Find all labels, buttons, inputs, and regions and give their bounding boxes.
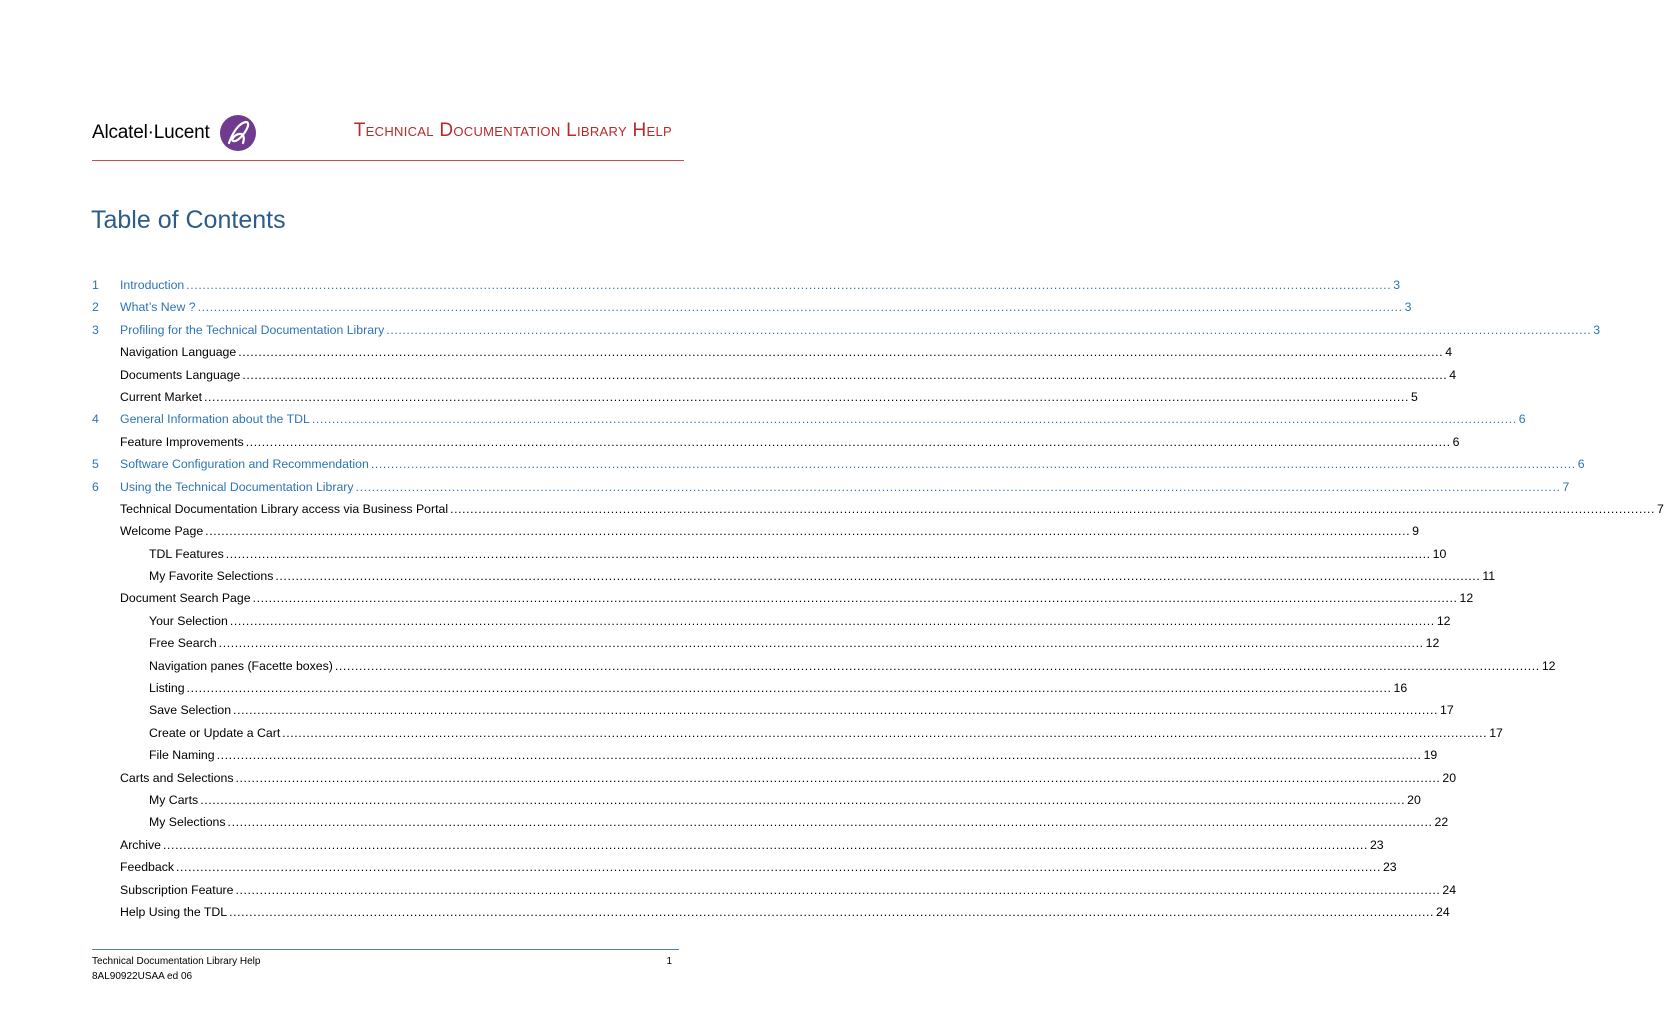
toc-entry-page: 3 [1393, 278, 1401, 292]
toc-entry-line [149, 677, 1408, 699]
toc-entry[interactable] [92, 744, 1438, 766]
toc-entry-label[interactable]: Navigation panes (Facette boxes) [149, 658, 333, 673]
company-logo-text: Alcatel·Lucent [92, 122, 210, 143]
toc-dot-leader: ............................................................................................................................................................................................................................................................................................................ [216, 748, 1422, 763]
toc-entry[interactable] [92, 341, 1453, 363]
toc-entry-page: 7 [1562, 479, 1570, 494]
toc-entry-line [120, 587, 1474, 609]
toc-entry[interactable] [92, 408, 1526, 430]
toc-entry-line [149, 543, 1447, 565]
toc-dot-leader: ............................................................................................................................................................................................................................................................................................................ [370, 457, 1576, 472]
toc-entry-label[interactable]: Listing [149, 681, 185, 696]
toc-entry[interactable] [92, 677, 1408, 699]
toc-entry-page: 12 [1459, 591, 1474, 606]
toc-entry-page: 24 [1442, 882, 1457, 897]
toc-dot-leader: ............................................................................................................................................................................................................................................................................................................ [311, 412, 1517, 427]
toc-entry-line [120, 431, 1460, 453]
toc-dot-leader: ............................................................................................................................................................................................................................................................................................................ [245, 434, 1451, 449]
toc-entry-number: 6 [92, 479, 99, 494]
footer-page-number: 1 [666, 956, 672, 967]
toc-entry-label[interactable]: My Carts [149, 792, 199, 807]
toc-entry-line [149, 632, 1440, 654]
toc-entry-label[interactable]: Profiling for the Technical Documentation Library [120, 322, 385, 337]
toc-entry-line [120, 879, 1457, 901]
toc-entry-page: 20 [1442, 770, 1457, 785]
toc-entry[interactable] [92, 901, 1450, 923]
toc-entry-label[interactable]: My Selections [149, 815, 226, 830]
toc-heading: Table of Contents [91, 206, 286, 234]
toc-dot-leader: ............................................................................................................................................................................................................................................................................................................ [233, 703, 1438, 718]
toc-entry-page: 20 [1407, 792, 1421, 807]
toc-entry-label[interactable]: TDL Features [149, 546, 224, 561]
toc-entry-page: 4 [1445, 345, 1453, 360]
toc-entry-number: 2 [92, 300, 99, 315]
toc-entry[interactable] [92, 543, 1447, 565]
toc-entry[interactable] [92, 879, 1457, 901]
toc-entry-page: 4 [1449, 367, 1457, 382]
toc-entry-line [120, 364, 1457, 386]
toc-entry[interactable] [92, 319, 1601, 341]
toc-dot-leader: ............................................................................................................................................................................................................................................................................................................ [200, 792, 1406, 807]
toc-entry-page: 3 [1404, 300, 1412, 315]
toc-dot-leader: ............................................................................................................................................................................................................................................................................................................ [334, 658, 1540, 673]
toc-dot-leader: ............................................................................................................................................................................................................................................................................................................ [186, 681, 1392, 696]
toc-entry[interactable] [92, 565, 1496, 587]
toc-entry-label[interactable]: Create or Update a Cart [149, 725, 281, 740]
toc-entry[interactable] [92, 476, 1570, 498]
header-divider [92, 160, 684, 161]
toc-entry-label[interactable]: Document Search Page [120, 591, 251, 606]
toc-entry[interactable] [92, 453, 1585, 475]
toc-entry[interactable] [92, 789, 1421, 811]
footer-divider [92, 949, 679, 950]
toc-entry-page: 6 [1452, 434, 1460, 449]
toc-entry-line [120, 319, 1601, 341]
toc-entry-line [149, 744, 1438, 766]
toc-entry-page: 11 [1482, 569, 1496, 584]
toc-entry-label[interactable]: Carts and Selections [120, 770, 234, 785]
toc-entry-line [120, 341, 1453, 363]
toc-dot-leader: ............................................................................................................................................................................................................................................................................................................ [386, 322, 1592, 337]
toc-dot-leader: ............................................................................................................................................................................................................................................................................................................ [163, 837, 1368, 852]
footer-document-reference: 8AL90922USAA ed 06 [92, 971, 193, 982]
toc-dot-leader: ............................................................................................................................................................................................................................................................................................................ [235, 770, 1441, 785]
toc-entry-line [120, 834, 1384, 856]
toc-dot-leader: ............................................................................................................................................................................................................................................................................................................ [227, 815, 1433, 830]
toc-entry[interactable] [92, 520, 1419, 542]
toc-dot-leader: ............................................................................................................................................................................................................................................................................................................ [355, 479, 1561, 494]
toc-entry-line [149, 610, 1451, 632]
toc-dot-leader: ............................................................................................................................................................................................................................................................................................................ [229, 904, 1435, 919]
toc-entry-number: 5 [92, 457, 99, 472]
toc-entry-label[interactable]: Technical Documentation Library access via Business Portal [120, 501, 449, 516]
toc-entry[interactable] [92, 296, 1412, 318]
toc-entry[interactable] [92, 655, 1556, 677]
toc-dot-leader: ............................................................................................................................................................................................................................................................................................................ [275, 569, 1481, 584]
toc-entry[interactable] [92, 767, 1457, 789]
toc-entry-line [120, 296, 1412, 318]
toc-entry-line [149, 789, 1421, 811]
toc-entry-page: 3 [1593, 322, 1601, 337]
toc-entry-label[interactable]: My Favorite Selections [149, 569, 274, 584]
toc-entry[interactable] [92, 834, 1384, 856]
toc-entry-label[interactable]: Feedback [120, 860, 175, 875]
toc-dot-leader: ............................................................................................................................................................................................................................................................................................................ [238, 345, 1444, 360]
toc-dot-leader: ............................................................................................................................................................................................................................................................................................................ [242, 367, 1448, 382]
toc-entry-label[interactable]: Archive [120, 837, 162, 852]
toc-entry-label[interactable]: Introduction [120, 278, 185, 292]
toc-entry-page: 12 [1436, 613, 1451, 628]
toc-entry-line [120, 767, 1457, 789]
toc-entry-page: 19 [1423, 748, 1438, 763]
toc-dot-leader: ............................................................................................................................................................................................................................................................................................................ [229, 613, 1435, 628]
toc-entry-number: 3 [92, 322, 99, 337]
toc-dot-leader: ............................................................................................................................................................................................................................................................................................................ [252, 591, 1458, 606]
toc-entry-page: 5 [1410, 389, 1418, 404]
toc-entry-page: 12 [1425, 636, 1440, 651]
toc-dot-leader: ............................................................................................................................................................................................................................................................................................................ [204, 389, 1409, 404]
toc-entry-line [149, 722, 1503, 744]
toc-entry-line [120, 386, 1418, 408]
toc-entry-label[interactable]: Software Configuration and Recommendation [120, 457, 369, 472]
toc-entry-label[interactable]: Save Selection [149, 703, 232, 718]
toc-dot-leader: ............................................................................................................................................................................................................................................................................................................ [197, 300, 1403, 315]
toc-entry-line [120, 476, 1570, 498]
toc-entry-page: 23 [1382, 860, 1397, 875]
toc-entry-label[interactable]: What’s New ? [120, 300, 196, 315]
toc-entry[interactable] [92, 632, 1440, 654]
toc-entry-label[interactable]: Feature Improvements [120, 434, 244, 449]
toc-entry-label[interactable]: Welcome Page [120, 524, 204, 539]
toc-entry-page: 17 [1489, 725, 1503, 740]
alcatel-lucent-logo-icon [219, 114, 257, 152]
toc-dot-leader: ............................................................................................................................................................................................................................................................................................................ [186, 278, 1392, 292]
toc-entry-label[interactable]: Documents Language [120, 367, 241, 382]
toc-entry-label[interactable]: File Naming [149, 748, 215, 763]
toc-entry-line [120, 498, 1664, 520]
footer-info [92, 954, 260, 984]
footer-document-name: Technical Documentation Library Help [92, 956, 261, 967]
toc-entry-label[interactable]: Subscription Feature [120, 882, 234, 897]
toc-dot-leader: ............................................................................................................................................................................................................................................................................................................ [235, 882, 1441, 897]
toc-entry-line [120, 408, 1526, 430]
toc-dot-leader: ............................................................................................................................................................................................................................................................................................................ [218, 636, 1424, 651]
toc-entry-label[interactable]: Free Search [149, 636, 217, 651]
toc-entry-line [120, 274, 1401, 296]
toc-entry-page: 6 [1577, 457, 1585, 472]
toc-entry-line [149, 699, 1454, 721]
toc-entry-number: 4 [92, 412, 99, 427]
toc-dot-leader: ............................................................................................................................................................................................................................................................................................................ [450, 501, 1656, 516]
toc-dot-leader: ............................................................................................................................................................................................................................................................................................................ [225, 546, 1431, 561]
toc-entry-line [149, 811, 1449, 833]
toc-entry[interactable] [92, 811, 1449, 833]
toc-entry-page: 23 [1369, 837, 1384, 852]
toc-entry[interactable] [92, 699, 1454, 721]
toc-entry-page: 9 [1412, 524, 1419, 539]
document-header [92, 114, 684, 158]
toc-entry[interactable] [92, 364, 1457, 386]
toc-entry-label[interactable]: Your Selection [149, 613, 228, 628]
toc-entry-line [120, 520, 1419, 542]
toc-entry-line [149, 655, 1556, 677]
toc-entry[interactable] [92, 386, 1418, 408]
toc-entry[interactable] [92, 431, 1460, 453]
toc-dot-leader: ............................................................................................................................................................................................................................................................................................................ [282, 725, 1488, 740]
toc-entry-label[interactable]: Navigation Language [120, 345, 237, 360]
toc-entry-page: 6 [1518, 412, 1526, 427]
toc-entry-label[interactable]: Current Market [120, 389, 203, 404]
toc-entry-page: 12 [1541, 658, 1556, 673]
toc-entry-line [120, 901, 1450, 923]
toc-dot-leader: ............................................................................................................................................................................................................................................................................................................ [205, 524, 1411, 539]
toc-entry-number: 1 [92, 278, 99, 292]
toc-entry[interactable] [92, 274, 1401, 296]
toc-entry-line [120, 856, 1397, 878]
toc-entry-label[interactable]: Using the Technical Documentation Library [120, 479, 354, 494]
table-of-contents [92, 274, 1664, 923]
toc-entry[interactable] [92, 856, 1397, 878]
toc-entry[interactable] [92, 722, 1503, 744]
toc-entry-page: 7 [1657, 501, 1664, 516]
toc-dot-leader: ............................................................................................................................................................................................................................................................................................................ [176, 860, 1381, 875]
toc-entry-label[interactable]: General Information about the TDL [120, 412, 310, 427]
toc-entry-line [120, 453, 1585, 475]
toc-entry-page: 24 [1436, 904, 1450, 919]
toc-entry-page: 10 [1432, 546, 1447, 561]
toc-entry-page: 16 [1393, 681, 1408, 696]
toc-entry[interactable] [92, 610, 1451, 632]
toc-entry[interactable] [92, 587, 1474, 609]
toc-entry-line [149, 565, 1496, 587]
toc-entry-page: 22 [1434, 815, 1449, 830]
toc-entry[interactable] [92, 498, 1664, 520]
document-title: Technical Documentation Library Help [353, 120, 672, 141]
toc-entry-label[interactable]: Help Using the TDL [120, 904, 228, 919]
toc-entry-page: 17 [1440, 703, 1454, 718]
